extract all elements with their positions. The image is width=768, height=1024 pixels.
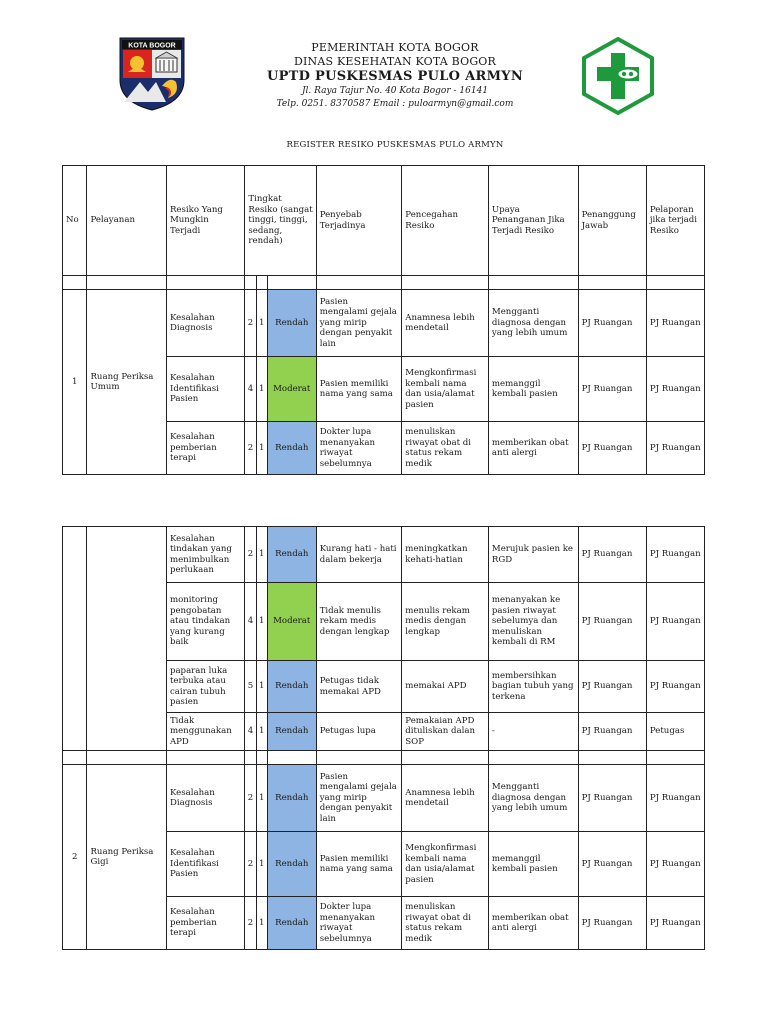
header-resiko: Resiko Yang Mungkin Terjadi (166, 166, 244, 276)
level-badge: Moderat (267, 357, 316, 422)
pj-cell: PJ Ruangan (578, 290, 646, 357)
penyebab-cell: Dokter lupa menanyakan riwayat sebelumnya (316, 897, 402, 950)
level-badge: Rendah (267, 527, 316, 583)
resiko-cell: Kesalahan tindakan yang menimbulkan perlukaan (166, 527, 244, 583)
score-b: 1 (256, 713, 267, 751)
score-b: 1 (256, 897, 267, 950)
pelaporan-cell: PJ Ruangan (646, 897, 704, 950)
resiko-cell: Kesalahan Diagnosis (166, 765, 244, 832)
puskesmas-logo (580, 36, 656, 116)
header-address: Jl. Raya Tajur No. 40 Kota Bogor - 16141 (301, 86, 489, 96)
header-pencegahan: Pencegahan Resiko (402, 166, 489, 276)
resiko-cell: Kesalahan Identifikasi Pasien (166, 357, 244, 422)
upaya-cell: Merujuk pasien ke RGD (488, 527, 578, 583)
spacer-row (63, 751, 705, 765)
resiko-cell: Kesalahan pemberian terapi (166, 897, 244, 950)
penyebab-cell: Tidak menulis rekam medis dengan lengkap (316, 583, 402, 661)
score-a: 5 (245, 661, 256, 713)
pelaporan-cell: PJ Ruangan (646, 290, 704, 357)
pencegahan-cell: menuliskan riwayat obat di status rekam medik (402, 897, 489, 950)
pelaporan-cell: PJ Ruangan (646, 832, 704, 897)
penyebab-cell: Pasien mengalami gejala yang mirip dengan penyakit lain (316, 765, 402, 832)
pj-cell: PJ Ruangan (578, 422, 646, 475)
pencegahan-cell: meningkatkan kehati-hatian (402, 527, 489, 583)
level-badge: Rendah (267, 661, 316, 713)
score-b: 1 (256, 583, 267, 661)
pj-cell: PJ Ruangan (578, 527, 646, 583)
header-contact: Telp. 0251. 8370587 Email : puloarmyn@gmail.com (276, 99, 514, 109)
group-pelayanan (87, 527, 166, 751)
upaya-cell: Mengganti diagnosa dengan yang lebih umum (488, 765, 578, 832)
penyebab-cell: Petugas tidak memakai APD (316, 661, 402, 713)
resiko-cell: Tidak menggunakan APD (166, 713, 244, 751)
header-line-dinas: DINAS KESEHATAN KOTA BOGOR (293, 55, 497, 68)
upaya-cell: Mengganti diagnosa dengan yang lebih umum (488, 290, 578, 357)
document-title: REGISTER RESIKO PUSKESMAS PULO ARMYN (286, 140, 504, 150)
group-pelayanan: Ruang Periksa Umum (87, 290, 166, 475)
level-badge: Rendah (267, 765, 316, 832)
penyebab-cell: Kurang hati - hati dalam bekerja (316, 527, 402, 583)
score-a: 2 (245, 765, 256, 832)
upaya-cell: memanggil kembali pasien (488, 357, 578, 422)
table-row (63, 765, 705, 832)
header-penyebab: Penyebab Terjadinya (316, 166, 402, 276)
pj-cell: PJ Ruangan (578, 661, 646, 713)
level-badge: Rendah (267, 422, 316, 475)
pelaporan-cell: PJ Ruangan (646, 661, 704, 713)
header-upaya: Upaya Penanganan Jika Terjadi Resiko (488, 166, 578, 276)
pencegahan-cell: Pemakaian APD dituliskan dalan SOP (402, 713, 489, 751)
score-b: 1 (256, 290, 267, 357)
pencegahan-cell: menulis rekam medis dengan lengkap (402, 583, 489, 661)
pelaporan-cell: PJ Ruangan (646, 357, 704, 422)
header-pelaporan: Pelaporan jika terjadi Resiko (646, 166, 704, 276)
risk-register-table-part2 (62, 526, 705, 950)
pencegahan-cell: menuliskan riwayat obat di status rekam medik (402, 422, 489, 475)
pj-cell: PJ Ruangan (578, 832, 646, 897)
penyebab-cell: Pasien mengalami gejala yang mirip dengan penyakit lain (316, 290, 402, 357)
score-a: 4 (245, 583, 256, 661)
upaya-cell: membersihkan bagian tubuh yang terkena (488, 661, 578, 713)
upaya-cell: memanggil kembali pasien (488, 832, 578, 897)
score-a: 2 (245, 832, 256, 897)
pj-cell: PJ Ruangan (578, 583, 646, 661)
header-no: No (63, 166, 87, 276)
pj-cell: PJ Ruangan (578, 765, 646, 832)
pencegahan-cell: Mengkonfirmasi kembali nama dan usia/alamat pasien (402, 357, 489, 422)
level-badge: Rendah (267, 832, 316, 897)
score-b: 1 (256, 765, 267, 832)
pj-cell: PJ Ruangan (578, 357, 646, 422)
level-badge: Rendah (267, 290, 316, 357)
header-tingkat: Tingkat Resiko (sangat tinggi, tinggi, sedang, rendah) (245, 166, 316, 276)
score-b: 1 (256, 527, 267, 583)
pencegahan-cell: Anamnesa lebih mendetail (402, 290, 489, 357)
resiko-cell: monitoring pengobatan atau tindakan yang kurang baik (166, 583, 244, 661)
upaya-cell: menanyakan ke pasien riwayat sebelumya dan menuliskan kembali di RM (488, 583, 578, 661)
header-penanggung: Penanggung Jawab (578, 166, 646, 276)
level-badge: Rendah (267, 897, 316, 950)
resiko-cell: paparan luka terbuka atau cairan tubuh pasien (166, 661, 244, 713)
header-line-puskesmas: UPTD PUSKESMAS PULO ARMYN (266, 69, 524, 84)
penyebab-cell: Pasien memiliki nama yang sama (316, 832, 402, 897)
header-pelayanan: Pelayanan (87, 166, 166, 276)
header-line-pemerintah: PEMERINTAH KOTA BOGOR (311, 41, 479, 54)
score-a: 4 (245, 357, 256, 422)
score-a: 2 (245, 527, 256, 583)
upaya-cell: memberikan obat anti alergi (488, 422, 578, 475)
pelaporan-cell: PJ Ruangan (646, 527, 704, 583)
kota-bogor-logo (118, 36, 186, 112)
pj-cell: PJ Ruangan (578, 897, 646, 950)
group-number (63, 527, 87, 751)
score-a: 2 (245, 290, 256, 357)
penyebab-cell: Dokter lupa menanyakan riwayat sebelumnya (316, 422, 402, 475)
group-pelayanan: Ruang Periksa Gigi (87, 765, 166, 950)
level-badge: Rendah (267, 713, 316, 751)
pencegahan-cell: Anamnesa lebih mendetail (402, 765, 489, 832)
penyebab-cell: Pasien memiliki nama yang sama (316, 357, 402, 422)
level-badge: Moderat (267, 583, 316, 661)
table-row (63, 290, 705, 357)
score-a: 2 (245, 897, 256, 950)
score-b: 1 (256, 422, 267, 475)
logo-caption: KOTA BOGOR (128, 42, 176, 50)
resiko-cell: Kesalahan Identifikasi Pasien (166, 832, 244, 897)
pj-cell: PJ Ruangan (578, 713, 646, 751)
resiko-cell: Kesalahan pemberian terapi (166, 422, 244, 475)
score-b: 1 (256, 832, 267, 897)
pencegahan-cell: Mengkonfirmasi kembali nama dan usia/alamat pasien (402, 832, 489, 897)
score-a: 4 (245, 713, 256, 751)
upaya-cell: memberikan obat anti alergi (488, 897, 578, 950)
penyebab-cell: Petugas lupa (316, 713, 402, 751)
table-row (63, 527, 705, 583)
group-number: 1 (63, 290, 87, 475)
score-b: 1 (256, 661, 267, 713)
pelaporan-cell: PJ Ruangan (646, 422, 704, 475)
pelaporan-cell: Petugas (646, 713, 704, 751)
risk-register-table-part1 (62, 165, 705, 475)
upaya-cell: - (488, 713, 578, 751)
pencegahan-cell: memakai APD (402, 661, 489, 713)
score-a: 2 (245, 422, 256, 475)
resiko-cell: Kesalahan Diagnosis (166, 290, 244, 357)
pelaporan-cell: PJ Ruangan (646, 583, 704, 661)
group-number: 2 (63, 765, 87, 950)
spacer-row (63, 276, 705, 290)
pelaporan-cell: PJ Ruangan (646, 765, 704, 832)
score-b: 1 (256, 357, 267, 422)
table-header-row (63, 166, 705, 276)
